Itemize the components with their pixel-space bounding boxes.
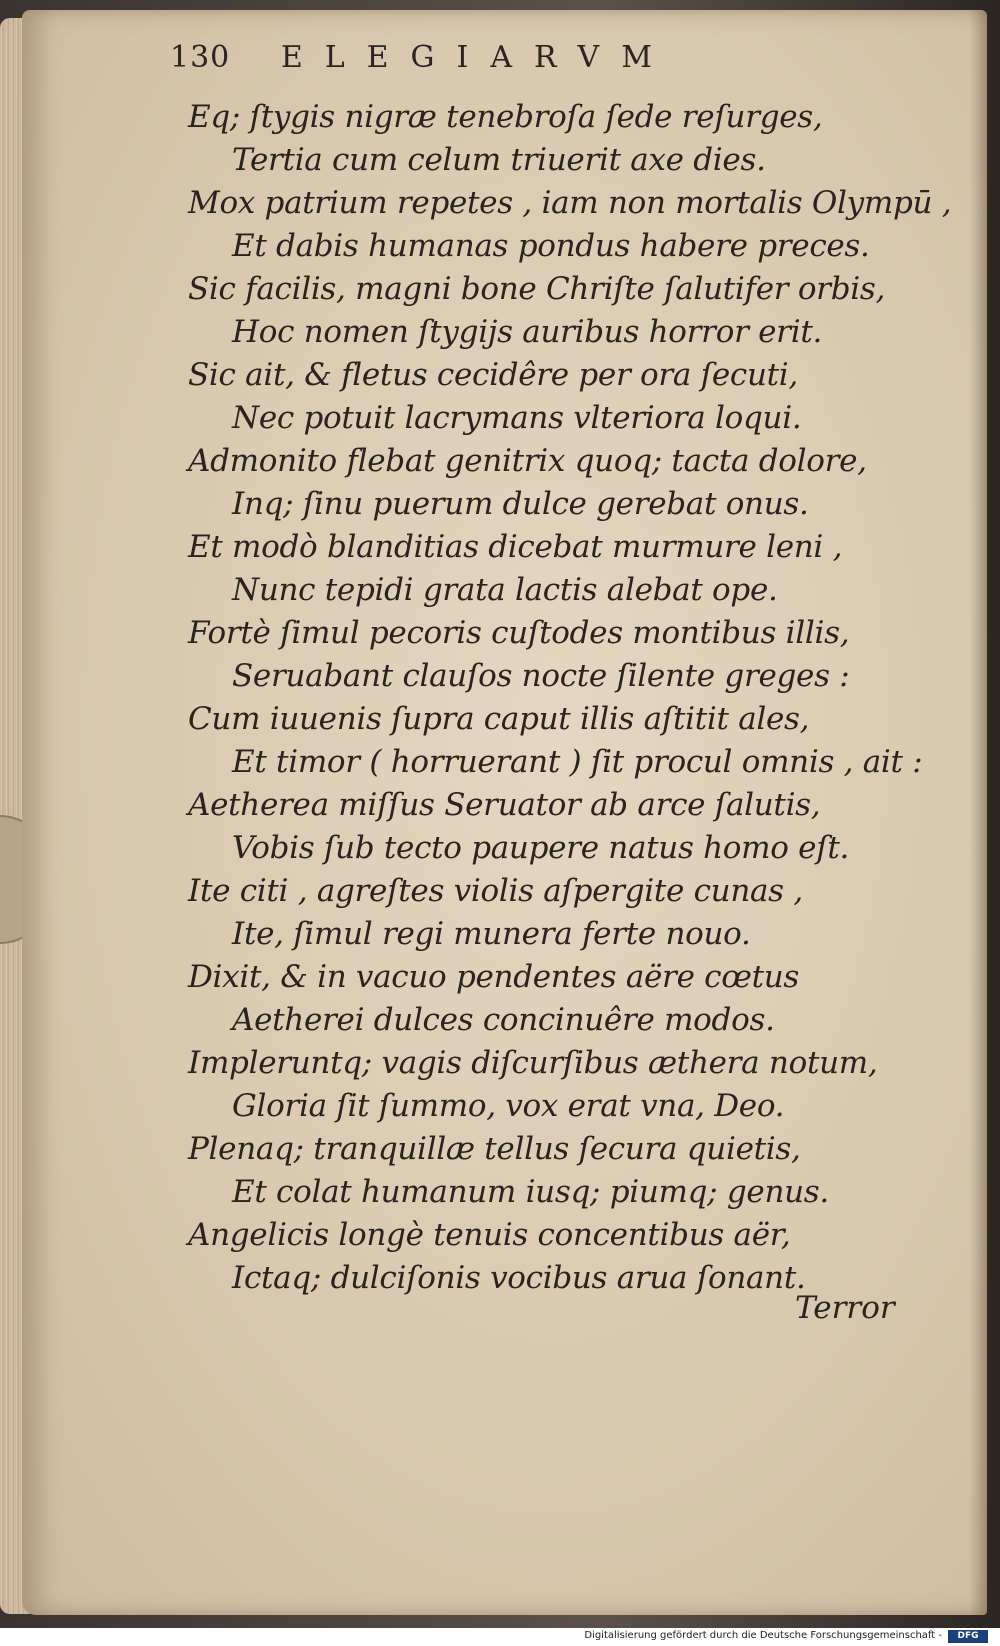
verse-line: Dixit, & in vacuo pendentes aëre cœtus — [188, 959, 800, 995]
verse-line: Ite, ſimul regi munera ferte nouo. — [232, 916, 751, 952]
verse-line: Vobis ſub tecto paupere natus homo eſt. — [232, 830, 850, 866]
page-number: 130 — [170, 40, 231, 75]
dfg-logo: DFG — [948, 1630, 988, 1643]
verse-line: Sic ait, & fletus cecidêre per ora ſecuti, — [188, 357, 798, 393]
verse-line: Cum iuuenis ſupra caput illis aſtitit ales, — [188, 701, 810, 737]
verse-line: Et colat humanum iusq; piumq; genus. — [232, 1174, 829, 1210]
verse-line: Fortè ſimul pecoris cuſtodes montibus illis, — [188, 615, 850, 651]
verse-line: Tertia cum celum triuerit axe dies. — [232, 142, 766, 178]
verse-line: Plenaq; tranquillæ tellus ſecura quietis, — [188, 1131, 801, 1167]
verse-line: Angelicis longè tenuis concentibus aër, — [188, 1217, 791, 1253]
page-header — [170, 40, 674, 75]
verse-line: Aetherei dulces concinuêre modos. — [232, 1002, 775, 1038]
verse-line: Sic facilis, magni bone Chriſte ſalutifer orbis, — [188, 271, 886, 307]
verse-line: Ite citi , agreſtes violis aſpergite cunas , — [188, 873, 803, 909]
verse-line: Mox patrium repetes , iam non mortalis Olympū , — [188, 185, 952, 221]
verse-line: Et dabis humanas pondus habere preces. — [232, 228, 870, 264]
page-edge-shadow — [969, 10, 987, 1615]
running-title: ELEGIARVM — [280, 40, 674, 75]
verse-line: Et timor ( horruerant ) ſit procul omnis , ait : — [232, 744, 923, 780]
verse-line: Eq; ſtygis nigræ tenebroſa ſede reſurges, — [188, 99, 823, 135]
verse-line: Et modò blanditias dicebat murmure leni , — [188, 529, 843, 565]
verse-line: Admonito flebat genitrix quoq; tacta dolore, — [188, 443, 867, 479]
verse-line: Seruabant clauſos nocte ſilente greges : — [232, 658, 850, 694]
catchword: Terror — [795, 1290, 895, 1326]
verse-line: Gloria ſit ſummo, vox erat vna, Deo. — [232, 1088, 785, 1124]
verse-line: Nec potuit lacrymans vlteriora loqui. — [232, 400, 802, 436]
digitization-footer — [0, 1628, 1000, 1646]
verse-line: Ictaq; dulciſonis vocibus arua ſonant. — [232, 1260, 806, 1296]
verse-line: Nunc tepidi grata lactis alebat ope. — [232, 572, 778, 608]
verse-line: Hoc nomen ſtygijs auribus horror erit. — [232, 314, 823, 350]
verse-line: Impleruntq; vagis diſcurſibus æthera notum, — [188, 1045, 878, 1081]
funding-credit: Digitalisierung gefördert durch die Deutsche Forschungsgemeinschaft - — [584, 1630, 942, 1641]
verse-line: Aetherea miſſus Seruator ab arce ſalutis, — [188, 787, 821, 823]
verse-line: Inq; ſinu puerum dulce gerebat onus. — [232, 486, 809, 522]
